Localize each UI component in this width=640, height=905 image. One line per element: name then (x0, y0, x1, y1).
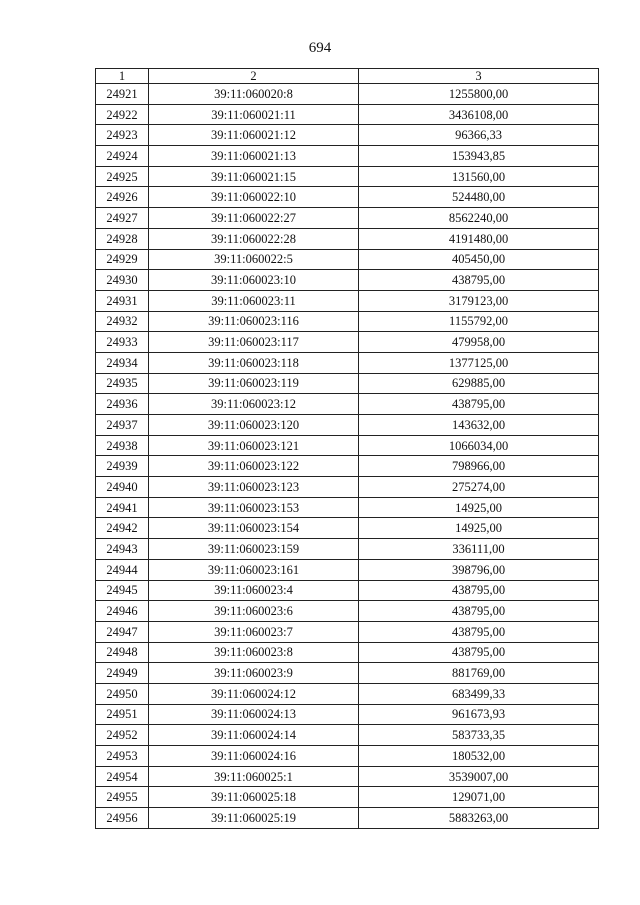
cadastral-id-cell: 39:11:060023:6 (149, 601, 359, 622)
row-number-cell: 24943 (96, 539, 149, 560)
row-number-cell: 24951 (96, 704, 149, 725)
value-cell: 1377125,00 (359, 352, 599, 373)
value-cell: 96366,33 (359, 125, 599, 146)
cadastral-id-cell: 39:11:060023:9 (149, 663, 359, 684)
row-number-cell: 24942 (96, 518, 149, 539)
value-cell: 1066034,00 (359, 435, 599, 456)
value-cell: 275274,00 (359, 477, 599, 498)
row-number-cell: 24955 (96, 787, 149, 808)
value-cell: 1255800,00 (359, 84, 599, 105)
column-header-cadastral-id: 2 (149, 69, 359, 84)
row-number-cell: 24950 (96, 683, 149, 704)
row-number-cell: 24931 (96, 290, 149, 311)
table-row (96, 642, 599, 663)
cadastral-id-cell: 39:11:060023:161 (149, 559, 359, 580)
table-row (96, 104, 599, 125)
table-row (96, 808, 599, 829)
table-row (96, 270, 599, 291)
table-row (96, 559, 599, 580)
row-number-cell: 24938 (96, 435, 149, 456)
value-cell: 438795,00 (359, 601, 599, 622)
column-header-number: 1 (96, 69, 149, 84)
cadastral-id-cell: 39:11:060021:13 (149, 146, 359, 167)
row-number-cell: 24924 (96, 146, 149, 167)
table-row (96, 352, 599, 373)
value-cell: 438795,00 (359, 580, 599, 601)
table-row (96, 497, 599, 518)
value-cell: 683499,33 (359, 683, 599, 704)
cadastral-id-cell: 39:11:060021:11 (149, 104, 359, 125)
value-cell: 438795,00 (359, 642, 599, 663)
cadastral-id-cell: 39:11:060024:13 (149, 704, 359, 725)
value-cell: 479958,00 (359, 332, 599, 353)
table-row (96, 580, 599, 601)
cadastral-id-cell: 39:11:060024:16 (149, 746, 359, 767)
cadastral-id-cell: 39:11:060023:10 (149, 270, 359, 291)
cadastral-value-table (95, 68, 599, 829)
row-number-cell: 24946 (96, 601, 149, 622)
value-cell: 961673,93 (359, 704, 599, 725)
cadastral-id-cell: 39:11:060022:5 (149, 249, 359, 270)
value-cell: 3436108,00 (359, 104, 599, 125)
cadastral-id-cell: 39:11:060023:153 (149, 497, 359, 518)
table-row (96, 373, 599, 394)
value-cell: 143632,00 (359, 415, 599, 436)
cadastral-id-cell: 39:11:060022:27 (149, 208, 359, 229)
value-cell: 798966,00 (359, 456, 599, 477)
row-number-cell: 24929 (96, 249, 149, 270)
row-number-cell: 24945 (96, 580, 149, 601)
table-row (96, 311, 599, 332)
cadastral-id-cell: 39:11:060025:18 (149, 787, 359, 808)
value-cell: 438795,00 (359, 621, 599, 642)
table-row (96, 518, 599, 539)
value-cell: 14925,00 (359, 497, 599, 518)
row-number-cell: 24928 (96, 228, 149, 249)
row-number-cell: 24927 (96, 208, 149, 229)
row-number-cell: 24925 (96, 166, 149, 187)
row-number-cell: 24947 (96, 621, 149, 642)
table-row (96, 84, 599, 105)
cadastral-id-cell: 39:11:060024:14 (149, 725, 359, 746)
row-number-cell: 24933 (96, 332, 149, 353)
table-row (96, 787, 599, 808)
row-number-cell: 24930 (96, 270, 149, 291)
cadastral-id-cell: 39:11:060023:121 (149, 435, 359, 456)
cadastral-id-cell: 39:11:060025:19 (149, 808, 359, 829)
value-cell: 14925,00 (359, 518, 599, 539)
cadastral-id-cell: 39:11:060023:120 (149, 415, 359, 436)
row-number-cell: 24936 (96, 394, 149, 415)
value-cell: 524480,00 (359, 187, 599, 208)
row-number-cell: 24941 (96, 497, 149, 518)
value-cell: 583733,35 (359, 725, 599, 746)
value-cell: 438795,00 (359, 394, 599, 415)
row-number-cell: 24932 (96, 311, 149, 332)
value-cell: 153943,85 (359, 146, 599, 167)
row-number-cell: 24926 (96, 187, 149, 208)
cadastral-id-cell: 39:11:060021:12 (149, 125, 359, 146)
cadastral-id-cell: 39:11:060022:28 (149, 228, 359, 249)
cadastral-id-cell: 39:11:060023:154 (149, 518, 359, 539)
table-row (96, 621, 599, 642)
page-number: 694 (308, 40, 332, 56)
value-cell: 5883263,00 (359, 808, 599, 829)
table-row (96, 146, 599, 167)
table-row (96, 228, 599, 249)
row-number-cell: 24939 (96, 456, 149, 477)
table-row (96, 166, 599, 187)
cadastral-id-cell: 39:11:060023:117 (149, 332, 359, 353)
value-cell: 438795,00 (359, 270, 599, 291)
value-cell: 129071,00 (359, 787, 599, 808)
value-cell: 629885,00 (359, 373, 599, 394)
cadastral-id-cell: 39:11:060023:7 (149, 621, 359, 642)
cadastral-id-cell: 39:11:060023:116 (149, 311, 359, 332)
value-cell: 398796,00 (359, 559, 599, 580)
cadastral-id-cell: 39:11:060023:11 (149, 290, 359, 311)
table-row (96, 125, 599, 146)
row-number-cell: 24956 (96, 808, 149, 829)
table-row (96, 683, 599, 704)
cadastral-id-cell: 39:11:060024:12 (149, 683, 359, 704)
table-row (96, 663, 599, 684)
row-number-cell: 24940 (96, 477, 149, 498)
cadastral-id-cell: 39:11:060025:1 (149, 766, 359, 787)
value-cell: 336111,00 (359, 539, 599, 560)
row-number-cell: 24944 (96, 559, 149, 580)
table-row (96, 332, 599, 353)
table-row (96, 539, 599, 560)
row-number-cell: 24949 (96, 663, 149, 684)
cadastral-id-cell: 39:11:060023:122 (149, 456, 359, 477)
value-cell: 405450,00 (359, 249, 599, 270)
row-number-cell: 24921 (96, 84, 149, 105)
row-number-cell: 24935 (96, 373, 149, 394)
table-row (96, 477, 599, 498)
row-number-cell: 24952 (96, 725, 149, 746)
value-cell: 1155792,00 (359, 311, 599, 332)
cadastral-id-cell: 39:11:060020:8 (149, 84, 359, 105)
row-number-cell: 24948 (96, 642, 149, 663)
cadastral-id-cell: 39:11:060023:119 (149, 373, 359, 394)
value-cell: 3539007,00 (359, 766, 599, 787)
cadastral-id-cell: 39:11:060021:15 (149, 166, 359, 187)
cadastral-id-cell: 39:11:060023:4 (149, 580, 359, 601)
table-row (96, 725, 599, 746)
row-number-cell: 24934 (96, 352, 149, 373)
table-row (96, 704, 599, 725)
header-row (96, 69, 599, 84)
table-row (96, 394, 599, 415)
cadastral-id-cell: 39:11:060023:123 (149, 477, 359, 498)
value-cell: 4191480,00 (359, 228, 599, 249)
table-row (96, 435, 599, 456)
table-row (96, 290, 599, 311)
table-row (96, 601, 599, 622)
cadastral-id-cell: 39:11:060023:159 (149, 539, 359, 560)
table-row (96, 746, 599, 767)
value-cell: 881769,00 (359, 663, 599, 684)
value-cell: 3179123,00 (359, 290, 599, 311)
cadastral-id-cell: 39:11:060023:8 (149, 642, 359, 663)
row-number-cell: 24953 (96, 746, 149, 767)
row-number-cell: 24923 (96, 125, 149, 146)
table-row (96, 187, 599, 208)
table-row (96, 249, 599, 270)
table-row (96, 456, 599, 477)
value-cell: 8562240,00 (359, 208, 599, 229)
cadastral-id-cell: 39:11:060023:12 (149, 394, 359, 415)
cadastral-id-cell: 39:11:060023:118 (149, 352, 359, 373)
table-row (96, 208, 599, 229)
row-number-cell: 24954 (96, 766, 149, 787)
table-row (96, 415, 599, 436)
column-header-value: 3 (359, 69, 599, 84)
row-number-cell: 24922 (96, 104, 149, 125)
row-number-cell: 24937 (96, 415, 149, 436)
cadastral-id-cell: 39:11:060022:10 (149, 187, 359, 208)
table-row (96, 766, 599, 787)
value-cell: 180532,00 (359, 746, 599, 767)
table-body (96, 84, 599, 829)
value-cell: 131560,00 (359, 166, 599, 187)
